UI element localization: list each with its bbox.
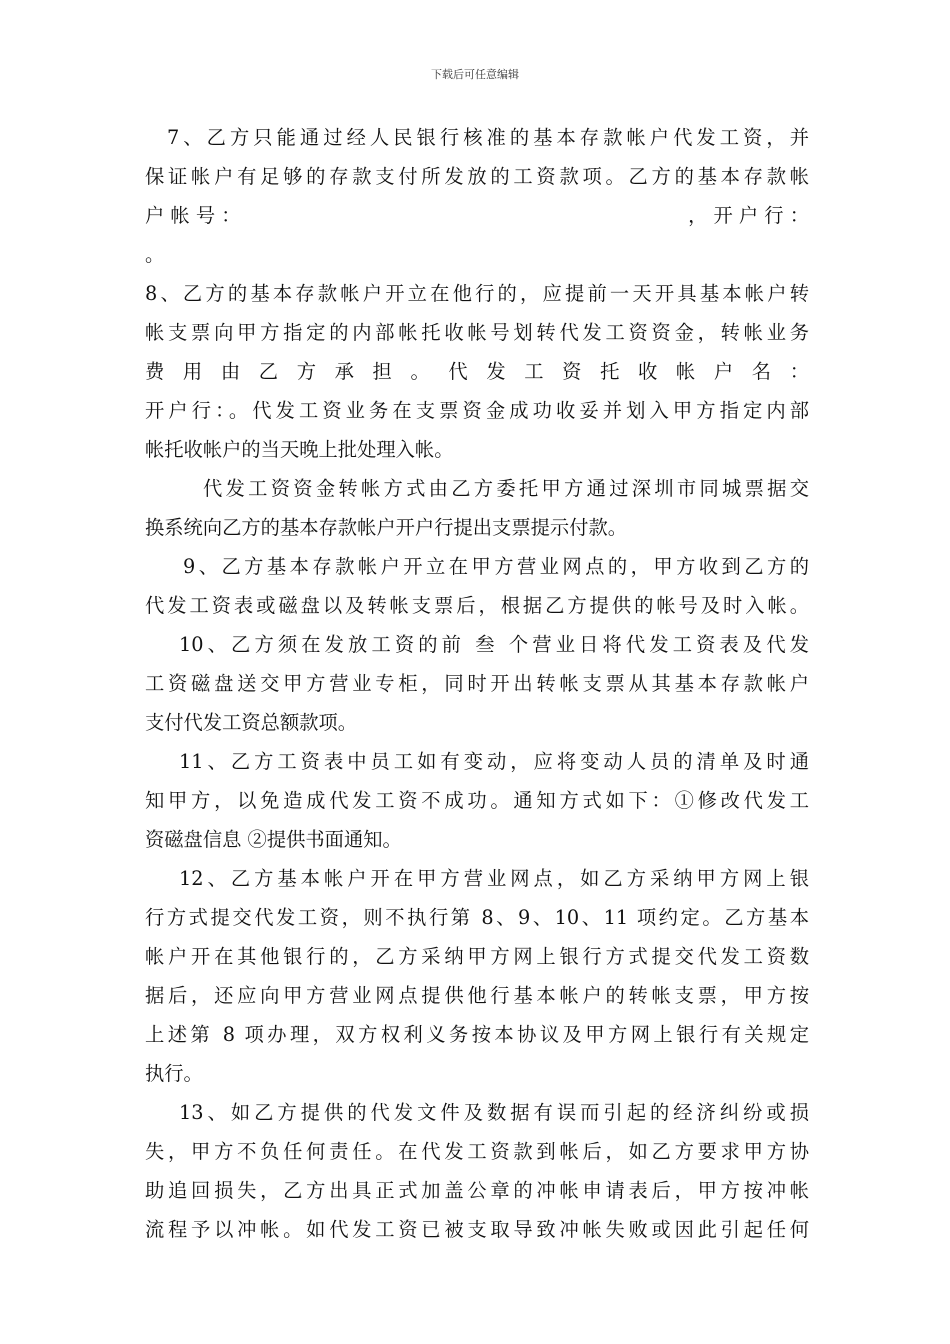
- clause-7-line-1: 7、乙方只能通过经人民银行核准的基本存款帐户代发工资，并: [167, 126, 809, 149]
- clause-13-line-4: 流程予以冲帐。如代发工资已被支取导致冲帐失败或因此引起任何: [145, 1218, 809, 1241]
- clause-9-line-2: 代发工资表或磁盘以及转帐支票后，根据乙方提供的帐号及时入帐。: [145, 594, 809, 617]
- page-header-note: 下载后可任意编辑: [431, 68, 519, 81]
- clause-8-line-5: 帐托收帐户的当天晚上批处理入帐。: [145, 438, 454, 461]
- clause-9-line-1: 9、乙方基本存款帐户开立在甲方营业网点的，甲方收到乙方的: [183, 555, 809, 578]
- clause-10-line-1: 10、乙方须在发放工资的前 叁 个营业日将代发工资表及代发: [179, 633, 809, 656]
- clause-13-line-2: 失，甲方不负任何责任。在代发工资款到帐后，如乙方要求甲方协: [145, 1140, 809, 1163]
- document-body: [145, 118, 809, 1249]
- clause-13-line-1: 13、如乙方提供的代发文件及数据有误而引起的经济纠纷或损: [179, 1101, 809, 1124]
- clause-12-line-2: 行方式提交代发工资，则不执行第 8、9、10、11 项约定。乙方基本: [145, 906, 809, 929]
- clause-11-line-2: 知甲方，以免造成代发工资不成功。通知方式如下：①修改代发工: [145, 789, 809, 812]
- clause-12-line-1: 12、乙方基本帐户开在甲方营业网点，如乙方采纳甲方网上银: [179, 867, 809, 890]
- clause-13-line-3: 助追回损失，乙方出具正式加盖公章的冲帐申请表后，甲方按冲帐: [145, 1179, 809, 1202]
- clause-11-line-1: 11、乙方工资表中员工如有变动，应将变动人员的清单及时通: [179, 750, 809, 773]
- clause-12-line-3: 帐户开在其他银行的，乙方采纳甲方网上银行方式提交代发工资数: [145, 945, 809, 968]
- clause-10-line-3: 支付代发工资总额款项。: [145, 711, 358, 734]
- opening-bank-label: ， 开 户 行 ：: [688, 204, 809, 227]
- clause-8-line-4: 开户行：。代发工资业务在支票资金成功收妥并划入甲方指定内部: [145, 399, 809, 422]
- clause-8-line-3: 费 用 由 乙 方 承 担 。 代 发 工 资 托 收 帐 户 名 ：: [145, 360, 809, 383]
- clause-12-line-5: 上述第 8 项办理，双方权利义务按本协议及甲方网上银行有关规定: [145, 1023, 809, 1046]
- clause-7-line-3: [145, 196, 809, 235]
- clause-7-line-4: 。: [145, 243, 165, 266]
- clause-8-line-1: 8、乙方的基本存款帐户开立在他行的，应提前一天开具基本帐户转: [145, 282, 809, 305]
- clause-11-line-3: 资磁盘信息 ②提供书面通知。: [145, 828, 402, 851]
- clause-10-line-2: 工资磁盘送交甲方营业专柜，同时开出转帐支票从其基本存款帐户: [145, 672, 809, 695]
- clause-12-line-6: 执行。: [145, 1062, 203, 1085]
- account-number-label: 户 帐 号 ：: [145, 204, 241, 227]
- clause-8b-line-2: 换系统向乙方的基本存款帐户开户行提出支票提示付款。: [145, 516, 628, 539]
- clause-12-line-4: 据后，还应向甲方营业网点提供他行基本帐户的转帐支票，甲方按: [145, 984, 809, 1007]
- clause-8-line-2: 帐支票向甲方指定的内部帐托收帐号划转代发工资资金，转帐业务: [145, 321, 809, 344]
- clause-8b-line-1: 代发工资资金转帐方式由乙方委托甲方通过深圳市同城票据交: [203, 477, 809, 500]
- clause-7-line-2: 保证帐户有足够的存款支付所发放的工资款项。乙方的基本存款帐: [145, 165, 809, 188]
